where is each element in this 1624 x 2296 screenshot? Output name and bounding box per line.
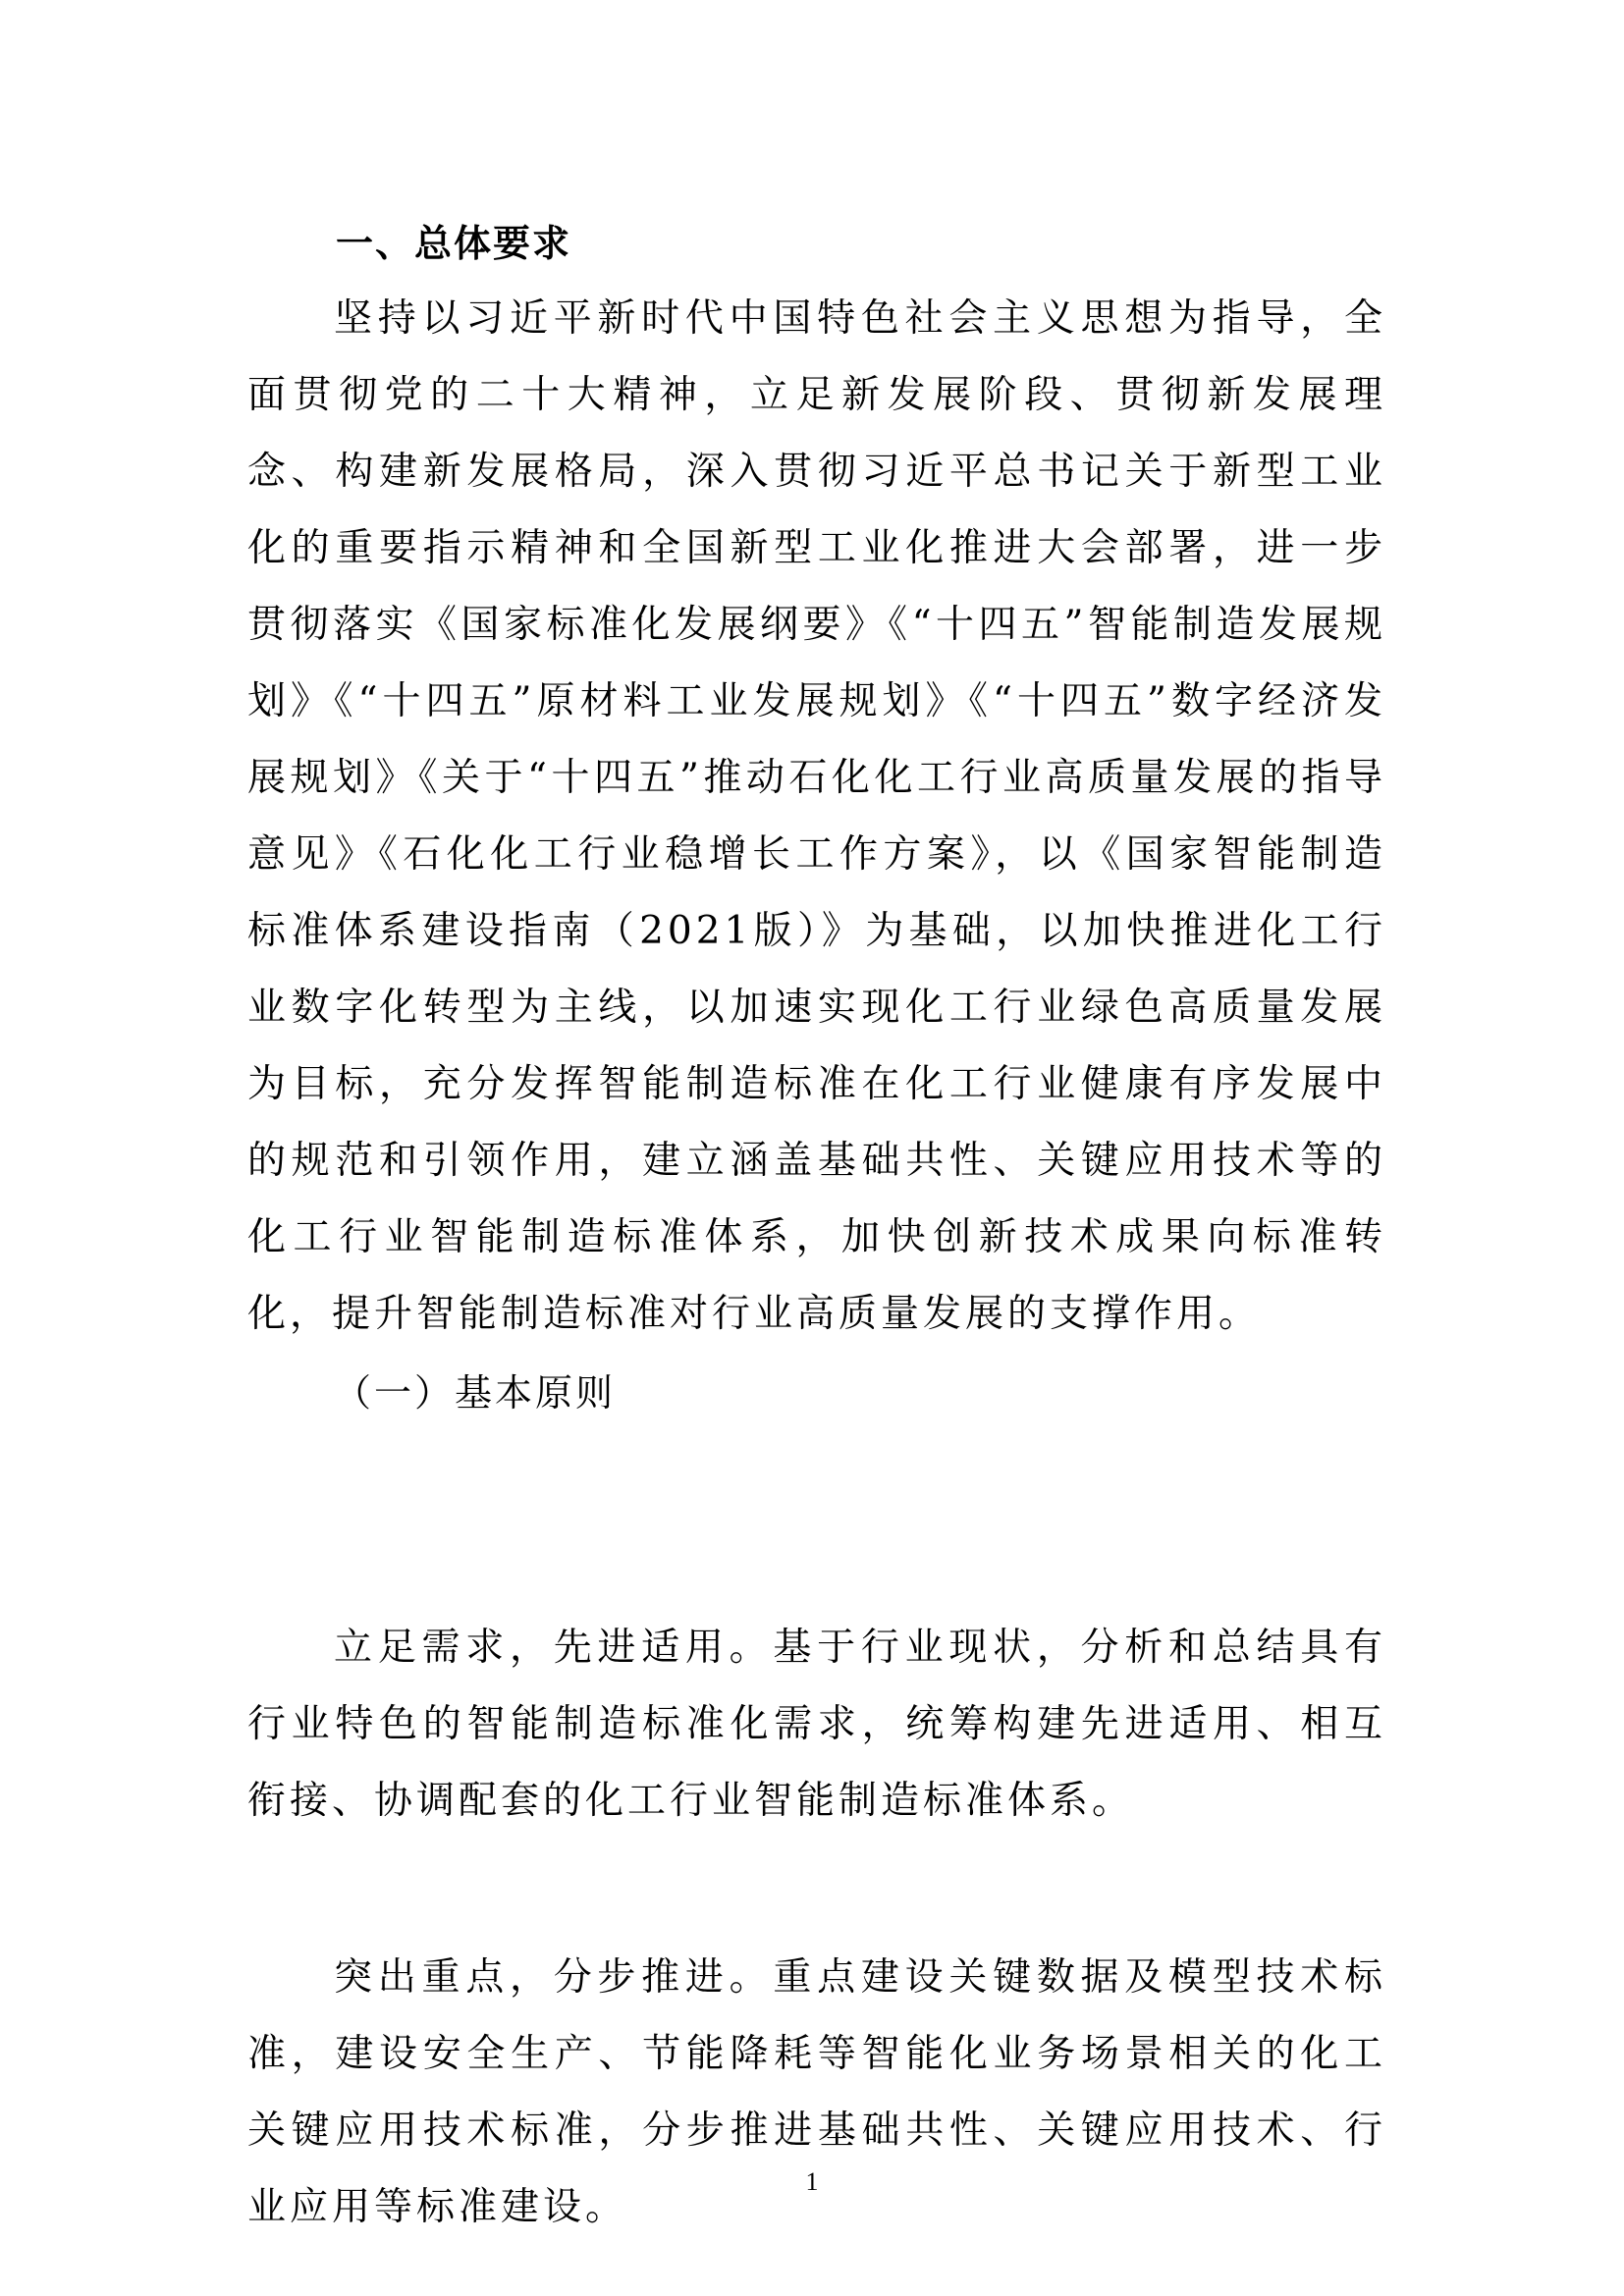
principle-text: 重点建设关键数据及模型技术标准，建设安全生产、节能降耗等智能化业务场景相关的化工关键应用技术标准，分步推进基础共性、关键应用技术、行业应用等标准建设。	[247, 1955, 1386, 2229]
principle-lead: 立足需求，先进适用。	[334, 1626, 774, 1670]
intro-paragraph: 坚持以习近平新时代中国特色社会主义思想为指导，全面贯彻党的二十大精神，立足新发展阶段、贯彻新发展理念、构建新发展格局，深入贯彻习近平总书记关于新型工业化的重要指示精神和全国新型工业化推进大会部署，进一步贯彻落实《国家标准化发展纲要》《“十四五”智能制造发展规划》《“十四五”原材料工业发展规划》《“十四五”数字经济发展规划》《关于“十四五”推动石化化工行业高质量发展的指导意见》《石化化工行业稳增长工作方案》，以《国家智能制造标准体系建设指南（2021版）》为基础，以加快推进化工行业数字化转型为主线，以加速实现化工行业绿色高质量发展为目标，充分发挥智能制造标准在化工行业健康有序发展中的规范和引领作用，建立涵盖基础共性、关键应用技术等的化工行业智能制造标准体系，加快创新技术成果向标准转化，提升智能制造标准对行业高质量发展的支撑作用。	[247, 296, 1386, 1336]
page-number: 1	[805, 2167, 819, 2196]
principle-paragraph	[247, 1940, 1386, 2246]
principle-paragraph	[247, 1610, 1386, 1840]
principle-lead: 突出重点，分步推进。	[334, 1955, 774, 2000]
section-heading: 一、总体要求	[336, 222, 572, 265]
principle-text: 基于行业现状，分析和总结具有行业特色的智能制造标准化需求，统筹构建先进适用、相互衔接、协调配套的化工行业智能制造标准体系。	[247, 1626, 1386, 1823]
subsection-heading: （一）基本原则	[334, 1371, 617, 1415]
